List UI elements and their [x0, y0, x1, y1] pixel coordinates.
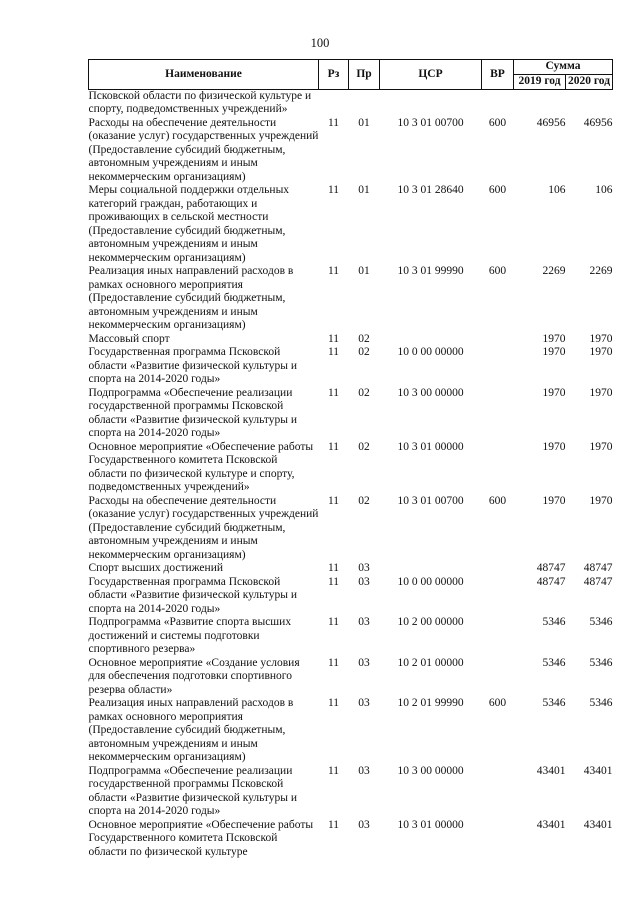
row-sum-2019: 1970 [542, 440, 566, 453]
row-pr: 03 [358, 575, 370, 588]
table-row [89, 616, 613, 657]
row-sum-2019: 106 [548, 184, 566, 196]
row-sum-2019: 46956 [536, 116, 566, 129]
row-rz: 11 [327, 184, 340, 196]
row-vr [482, 819, 514, 860]
row-sum-2019: 1970 [542, 386, 566, 399]
row-pr: 03 [358, 764, 370, 777]
row-sum-2019: 5346 [542, 656, 566, 669]
row-csr: 10 2 01 00000 [397, 656, 464, 669]
row-vr [482, 89, 514, 117]
row-csr: 10 3 00 00000 [397, 764, 464, 777]
table-row [89, 387, 613, 441]
row-csr [380, 333, 482, 347]
row-rz: 11 [327, 265, 340, 277]
row-csr: 10 3 00 00000 [397, 386, 464, 399]
row-sum-2019: 5346 [542, 697, 566, 709]
row-sum-2020: 48747 [583, 562, 613, 574]
row-csr: 10 0 00 00000 [397, 575, 464, 588]
table-row [89, 117, 613, 185]
header-sum: Сумма [514, 60, 613, 75]
budget-table [88, 59, 613, 859]
row-csr [380, 562, 482, 576]
row-name: Государственная программа Псковской области «Развитие физической культуры и спорта на 2014-2020 годы» [88, 575, 298, 615]
row-name: Подпрограмма «Развитие спорта высших достижений и системы подготовки спортивного резерва» [88, 616, 292, 655]
row-pr: 02 [358, 494, 370, 507]
row-rz: 11 [327, 656, 340, 669]
header-name: Наименование [89, 60, 319, 90]
row-csr [380, 89, 482, 117]
row-sum-2020: 46956 [583, 116, 613, 129]
row-name: Меры социальной поддержки отдельных категорий граждан, работающих и проживающих в сельской местности (Предоставление субсидий бюджетным, автономным учреждениям и иным некоммерческим организациям) [88, 184, 290, 264]
table-row [89, 657, 613, 698]
row-vr: 600 [488, 697, 507, 709]
row-rz: 11 [327, 697, 340, 709]
row-vr [482, 576, 514, 617]
row-rz: 11 [327, 332, 340, 345]
row-pr: 03 [358, 616, 370, 628]
row-sum-2019: 43401 [536, 818, 566, 831]
row-sum-2020: 1970 [589, 440, 613, 453]
row-csr: 10 3 01 28640 [397, 184, 464, 196]
row-name: Подпрограмма «Обеспечение реализации государственной программы Псковской области «Развитие физической культуры и спорта на 2014-2020 годы» [88, 764, 298, 817]
row-name: Расходы на обеспечение деятельности (оказание услуг) государственных учреждений (Предоставление субсидий бюджетным, автономным учреждениям и иным некоммерческим организациям) [88, 116, 319, 183]
table-row [89, 184, 613, 265]
row-sum-2020: 5346 [589, 656, 613, 669]
row-name: Спорт высших достижений [88, 562, 224, 574]
row-pr: 02 [358, 346, 370, 358]
row-csr: 10 3 01 00700 [397, 494, 464, 507]
row-csr: 10 3 01 00000 [397, 818, 464, 831]
header-2020: 2020 год [566, 74, 613, 89]
header-csr: ЦСР [380, 60, 482, 90]
row-vr: 600 [488, 184, 507, 196]
row-rz: 11 [327, 764, 340, 777]
row-csr: 10 3 01 00700 [397, 116, 464, 129]
row-sum-2020: 48747 [583, 575, 613, 588]
row-sum-2019: 2269 [542, 265, 566, 277]
row-sum-2019: 1970 [542, 346, 566, 358]
header-rz: Рз [319, 60, 349, 90]
row-vr [482, 765, 514, 819]
row-pr: 02 [358, 386, 370, 399]
header-vr: ВР [482, 60, 514, 90]
row-csr: 10 3 01 00000 [397, 440, 464, 453]
row-pr: 02 [358, 332, 370, 345]
row-vr: 600 [488, 116, 507, 129]
row-sum-2019 [514, 89, 566, 117]
row-sum-2020: 5346 [589, 616, 613, 628]
table-header [89, 60, 613, 90]
row-sum-2020: 1970 [589, 386, 613, 399]
row-vr [482, 441, 514, 495]
row-name: Основное мероприятие «Создание условия для обеспечения подготовки спортивного резерва области» [88, 656, 300, 696]
row-pr: 02 [358, 440, 370, 453]
row-name: Массовый спорт [88, 332, 170, 345]
row-pr: 03 [358, 697, 370, 709]
row-vr [482, 333, 514, 347]
table-row [89, 819, 613, 860]
table-row [89, 697, 613, 765]
row-name: Государственная программа Псковской области «Развитие физической культуры и спорта на 2014-2020 годы» [88, 346, 298, 385]
row-csr: 10 2 01 99990 [397, 697, 464, 709]
row-sum-2020: 1970 [589, 346, 613, 358]
row-rz: 11 [327, 494, 340, 507]
row-rz: 11 [327, 386, 340, 399]
row-rz: 11 [327, 616, 340, 628]
row-rz [319, 89, 349, 117]
row-sum-2020: 1970 [589, 332, 613, 345]
table-row [89, 765, 613, 819]
row-name: Псковской области по физической культуре и спорту, подведомственных учреждений» [88, 89, 312, 115]
row-pr: 01 [358, 265, 370, 277]
table-row [89, 441, 613, 495]
row-pr: 03 [358, 656, 370, 669]
row-name: Подпрограмма «Обеспечение реализации государственной программы Псковской области «Развитие физической культуры и спорта на 2014-2020 годы» [88, 386, 298, 439]
page-number: 100 [310, 36, 330, 50]
row-vr [482, 346, 514, 387]
row-sum-2019: 5346 [542, 616, 566, 628]
row-csr: 10 3 01 99990 [397, 265, 464, 277]
row-sum-2019: 48747 [536, 575, 566, 588]
row-sum-2019: 48747 [536, 562, 566, 574]
row-sum-2019: 43401 [536, 764, 566, 777]
row-pr [349, 89, 380, 117]
table-row [89, 576, 613, 617]
row-vr [482, 657, 514, 698]
table-row [89, 495, 613, 563]
row-rz: 11 [327, 116, 340, 129]
row-vr: 600 [488, 494, 507, 507]
row-sum-2020: 5346 [589, 697, 613, 709]
row-sum-2020: 43401 [583, 764, 613, 777]
row-sum-2020: 106 [595, 184, 613, 196]
row-vr [482, 562, 514, 576]
row-pr: 03 [358, 818, 370, 831]
row-name: Расходы на обеспечение деятельности (оказание услуг) государственных учреждений (Предоставление субсидий бюджетным, автономным учреждениям и иным некоммерческим организациям) [88, 494, 319, 561]
row-vr: 600 [488, 265, 507, 277]
row-pr: 03 [358, 562, 370, 574]
row-sum-2020: 2269 [589, 265, 613, 277]
header-2019: 2019 год [514, 74, 566, 89]
table-body [89, 89, 613, 859]
row-csr: 10 0 00 00000 [397, 346, 464, 358]
table-row [89, 89, 613, 117]
row-sum-2020: 43401 [583, 818, 613, 831]
table-row [89, 333, 613, 347]
row-rz: 11 [327, 818, 340, 831]
header-pr: Пр [349, 60, 380, 90]
row-csr: 10 2 00 00000 [397, 616, 464, 628]
row-sum-2020 [566, 89, 613, 117]
row-vr [482, 616, 514, 657]
row-sum-2019: 1970 [542, 494, 566, 507]
row-name: Основное мероприятие «Обеспечение работы Государственного комитета Псковской области по физической культуре и спорту, подведомственных учреждений» [88, 440, 314, 493]
table-row [89, 265, 613, 333]
row-rz: 11 [327, 562, 340, 574]
row-vr [482, 387, 514, 441]
row-pr: 01 [358, 116, 370, 129]
table-row [89, 562, 613, 576]
row-rz: 11 [327, 346, 340, 358]
row-name: Реализация иных направлений расходов в рамках основного мероприятия (Предоставление субсидий бюджетным, автономным учреждениям и иным некоммерческим организациям) [88, 265, 294, 331]
row-pr: 01 [358, 184, 370, 196]
row-name: Реализация иных направлений расходов в рамках основного мероприятия (Предоставление субсидий бюджетным, автономным учреждениям и иным некоммерческим организациям) [88, 697, 294, 763]
row-sum-2019: 1970 [542, 332, 566, 345]
table-row [89, 346, 613, 387]
row-name: Основное мероприятие «Обеспечение работы Государственного комитета Псковской области по физической культуре [88, 818, 314, 858]
row-sum-2020: 1970 [589, 494, 613, 507]
row-rz: 11 [327, 575, 340, 588]
row-rz: 11 [327, 440, 340, 453]
